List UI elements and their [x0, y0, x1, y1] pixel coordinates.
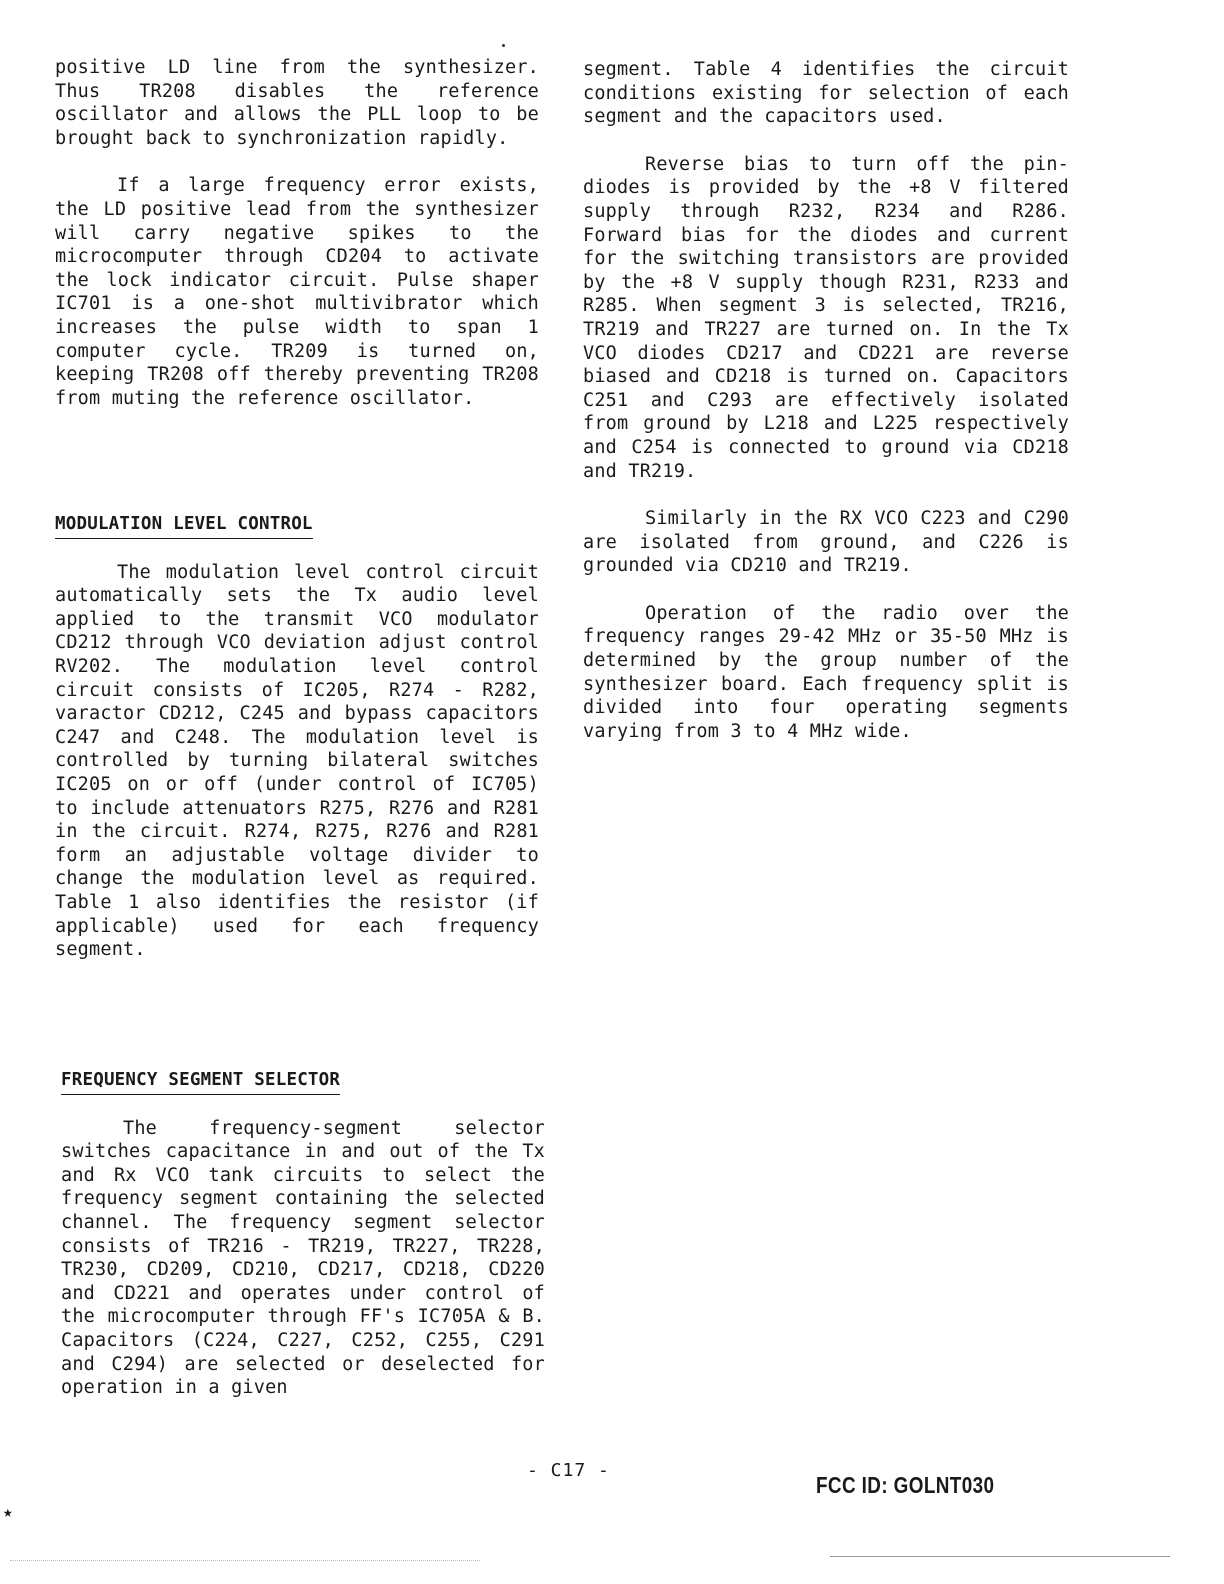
scan-artifact-line — [10, 1560, 480, 1561]
heading-modulation-level-control: MODULATION LEVEL CONTROL — [55, 513, 313, 539]
paragraph-modulation-level-control: The modulation level control circuit automatically sets the Tx audio level applied to the transmit VCO modulator CD212 through VCO deviation adjust control RV202. The modulation level control circuit consists of IC205, R274 - R282, varactor CD212, C245 and bypass capacitors C247 and C248. The modulation level is controlled by turning bilateral switches IC205 on or off (under control of IC705) to include attenuators R275, R276 and R281 in the circuit. R274, R275, R276 and R281 form an adjustable voltage divider to change the modulation level as required. Table 1 also identifies the resistor (if applicable) used for each frequency segment. — [55, 561, 539, 961]
left-column — [55, 56, 539, 410]
paragraph-frequency-error: If a large frequency error exists, the LD positive lead from the synthesizer will carry negative spikes to the microcomputer through CD204 to activate the lock indicator circuit. Pulse shaper IC701 is a one-shot multivibrator which increases the pulse width to span 1 computer cycle. TR209 is turned on, keeping TR208 off thereby preventing TR208 from muting the reference oscillator. — [55, 175, 539, 409]
scan-speck — [502, 44, 505, 47]
scan-artifact-rule — [830, 1556, 1170, 1557]
paragraph-pll-continued: positive LD line from the synthesizer. Thus TR208 disables the reference oscillator and allows the PLL loop to be brought back to synchronization rapidly. — [55, 57, 539, 149]
paragraph-segment-table: segment. Table 4 identifies the circuit conditions existing for selection of each segment and the capacitors used. — [583, 59, 1069, 128]
star-mark: ★ — [3, 1502, 13, 1521]
right-column — [583, 58, 1069, 743]
section-frequency-segment-selector — [61, 1068, 545, 1400]
section-modulation-level-control — [55, 512, 539, 962]
heading-frequency-segment-selector: FREQUENCY SEGMENT SELECTOR — [61, 1069, 340, 1095]
paragraph-reverse-bias: Reverse bias to turn off the pin-diodes is provided by the +8 V filtered supply through R232, R234 and R286. Forward bias for the diodes and current for the switching transistors are provided by the +8 V supply though R231, R233 and R285. When segment 3 is selected, TR216, TR219 and TR227 are turned on. In the Tx VCO diodes CD217 and CD221 are reverse biased and CD218 is turned on. Capacitors C251 and C293 are effectively isolated from ground by L218 and L225 respectively and C254 is connected to ground via CD218 and TR219. — [583, 153, 1069, 482]
paragraph-frequency-ranges: Operation of the radio over the frequency ranges 29-42 MHz or 35-50 MHz is determined by the group number of the synthesizer board. Each frequency split is divided into four operating segments varying from 3 to 4 MHz wide. — [583, 602, 1069, 742]
page-number: - C17 - — [527, 1460, 610, 1481]
paragraph-frequency-segment-selector: The frequency-segment selector switches capacitance in and out of the Tx and Rx VCO tank circuits to select the frequency segment containing the selected channel. The frequency segment selector consists of TR216 - TR219, TR227, TR228, TR230, CD209, CD210, CD217, CD218, CD220 and CD221 and operates under control of the microcomputer through FF's IC705A & B. Capacitors (C224, C227, C252, C255, C291 and C294) are selected or deselected for operation in a given — [61, 1117, 545, 1399]
fcc-id-stamp: FCC ID: GOLNT030 — [816, 1472, 995, 1498]
paragraph-rx-vco: Similarly in the RX VCO C223 and C290 are isolated from ground, and C226 is grounded via CD210 and TR219. — [583, 508, 1069, 577]
